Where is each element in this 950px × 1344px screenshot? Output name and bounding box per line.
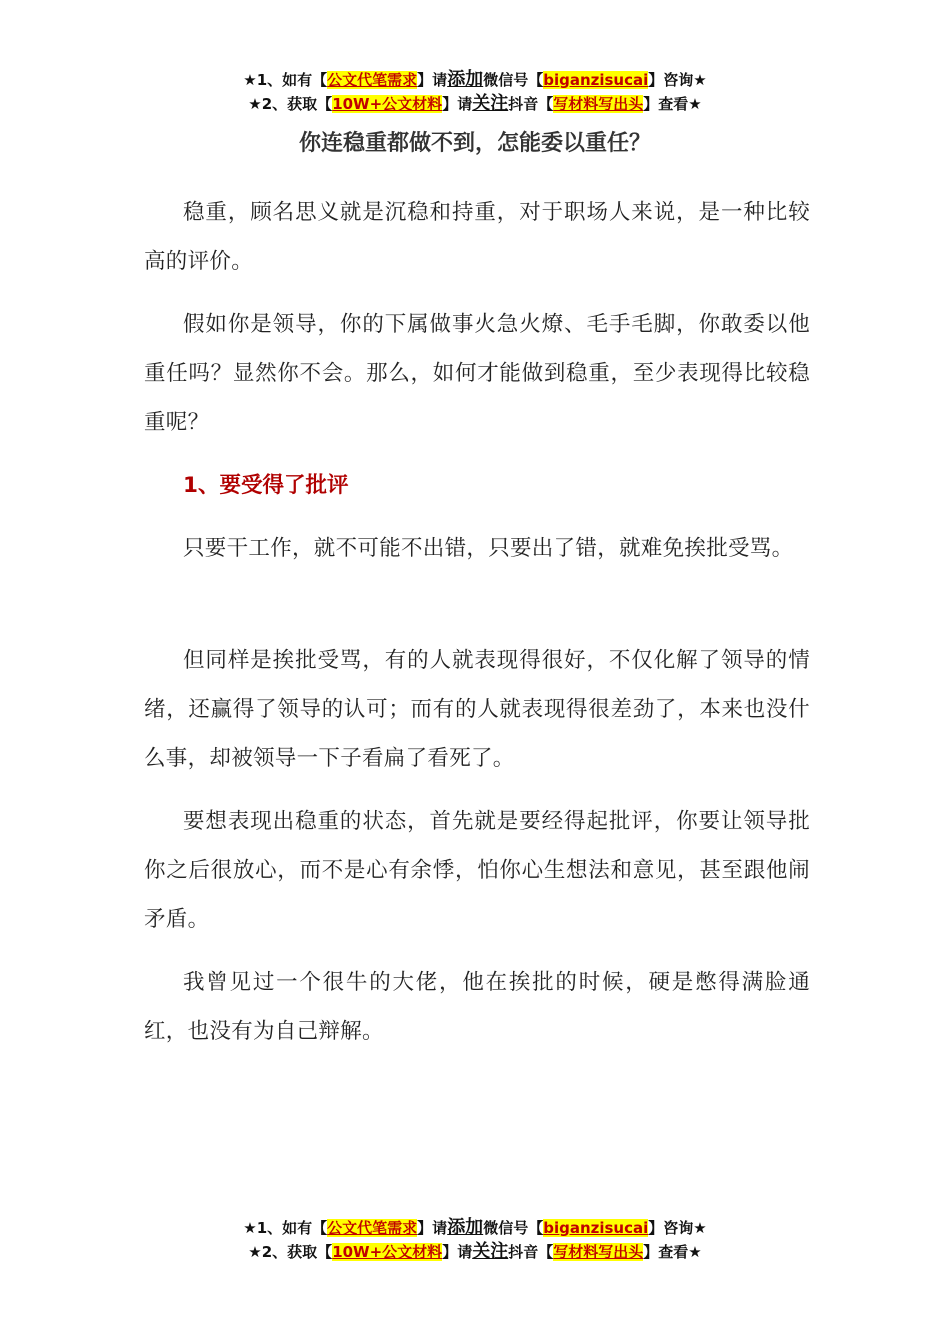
paragraph: 只要干工作，就不可能不出错，只要出了错，就难免挨批受骂。 xyxy=(183,536,794,561)
highlight-service: 公文代笔需求 xyxy=(327,1219,418,1237)
banner-text: 微信号【 xyxy=(483,71,544,89)
banner-line-1 xyxy=(0,1216,950,1240)
banner-line-2 xyxy=(0,92,950,116)
banner-text: 】咨询★ xyxy=(648,71,707,89)
banner-text: 】请 xyxy=(442,1243,473,1261)
banner-line-2 xyxy=(0,1240,950,1264)
banner-text: 】请 xyxy=(442,95,473,113)
banner-text: 】咨询★ xyxy=(648,1219,707,1237)
highlight-service: 公文代笔需求 xyxy=(327,71,418,89)
highlight-materials: 10W+公文材料 xyxy=(332,1243,443,1261)
banner-text: 】查看★ xyxy=(643,1243,702,1261)
banner-text: ★2、获取【 xyxy=(248,95,333,113)
banner-emphasis: 添加 xyxy=(447,69,484,90)
highlight-wechat-id: biganzisucai xyxy=(543,71,649,89)
banner-text: 抖音【 xyxy=(508,1243,554,1261)
section-heading: 1、要受得了批评 xyxy=(183,473,349,498)
article-title: 你连稳重都做不到，怎能委以重任？ xyxy=(298,131,651,156)
banner-text: ★2、获取【 xyxy=(248,1243,333,1261)
paragraph: 要想表现出稳重的状态，首先就是要经得起批评，你要让领导批你之后很放心，而不是心有余悸，怕你心生想法和意见，甚至跟他闹矛盾。 xyxy=(144,809,810,932)
banner-text: 】请 xyxy=(417,71,448,89)
header-banner xyxy=(0,68,950,116)
banner-text: ★1、如有【 xyxy=(243,1219,328,1237)
banner-text: 】查看★ xyxy=(643,95,702,113)
banner-text: 】请 xyxy=(417,1219,448,1237)
article-body xyxy=(144,188,810,1070)
banner-emphasis: 关注 xyxy=(472,93,509,114)
banner-emphasis: 添加 xyxy=(447,1217,484,1238)
paragraph: 假如你是领导，你的下属做事火急火燎、毛手毛脚，你敢委以他重任吗？显然你不会。那么，如何才能做到稳重，至少表现得比较稳重呢？ xyxy=(144,312,810,435)
highlight-wechat-id: biganzisucai xyxy=(543,1219,649,1237)
paragraph: 但同样是挨批受骂，有的人就表现得很好，不仅化解了领导的情绪，还赢得了领导的认可；而有的人就表现得很差劲了，本来也没什么事，却被领导一下子看扁了看死了。 xyxy=(144,648,810,771)
banner-text: 抖音【 xyxy=(508,95,554,113)
banner-emphasis: 关注 xyxy=(472,1241,509,1262)
highlight-materials: 10W+公文材料 xyxy=(332,95,443,113)
banner-text: ★1、如有【 xyxy=(243,71,328,89)
banner-line-1 xyxy=(0,68,950,92)
banner-text: 微信号【 xyxy=(483,1219,544,1237)
highlight-douyin-account: 写材料写出头 xyxy=(553,95,644,113)
footer-banner xyxy=(0,1216,950,1264)
paragraph: 我曾见过一个很牛的大佬，他在挨批的时候，硬是憋得满脸通红，也没有为自己辩解。 xyxy=(144,970,810,1044)
paragraph: 稳重，顾名思义就是沉稳和持重，对于职场人来说，是一种比较高的评价。 xyxy=(144,200,810,274)
highlight-douyin-account: 写材料写出头 xyxy=(553,1243,644,1261)
